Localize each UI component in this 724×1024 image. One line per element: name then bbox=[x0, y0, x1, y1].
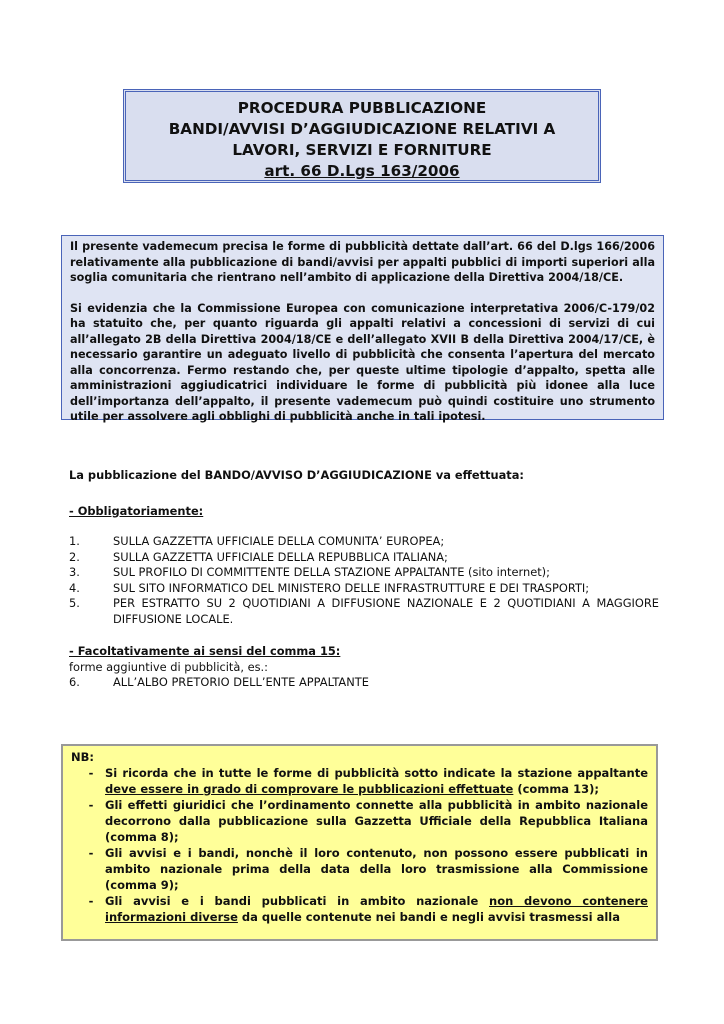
title-box bbox=[123, 89, 601, 183]
title-line-2: BANDI/AVVISI D’AGGIUDICAZIONE RELATIVI A bbox=[168, 120, 556, 138]
list-item: - Si ricorda che in tutte le forme di pubblicità sotto indicate la stazione appaltante deve essere in grado di comprovare le pubblicazioni effettuate (comma 13); bbox=[88, 766, 648, 796]
optional-heading: - Facoltativamente ai sensi del comma 15: bbox=[69, 644, 341, 658]
list-item: 4. SUL SITO INFORMATICO DEL MINISTERO DELLE INFRASTRUTTURE E DEI TRASPORTI; bbox=[69, 580, 590, 595]
nb-title: NB: bbox=[71, 750, 94, 764]
mandatory-list bbox=[69, 534, 659, 627]
intro-box bbox=[61, 235, 664, 423]
optional-list bbox=[69, 675, 659, 691]
title-law-reference: art. 66 D.Lgs 163/2006 bbox=[264, 162, 460, 180]
list-item: 2. SULLA GAZZETTA UFFICIALE DELLA REPUBBLICA ITALIANA; bbox=[69, 549, 448, 564]
nb-box bbox=[61, 744, 658, 941]
list-item: 1. SULLA GAZZETTA UFFICIALE DELLA COMUNITA’ EUROPEA; bbox=[69, 534, 445, 548]
list-item: - Gli avvisi e i bandi, nonchè il loro contenuto, non possono essere pubblicati in ambito nazionale prima della data della loro trasmissione alla Commissione (comma 9); bbox=[88, 846, 648, 892]
nb-list bbox=[71, 765, 648, 925]
list-item: 5. PER ESTRATTO SU 2 QUOTIDIANI A DIFFUSIONE NAZIONALE E 2 QUOTIDIANI A MAGGIORE DIFFUSIONE LOCALE. bbox=[69, 596, 659, 626]
list-item: 3. SUL PROFILO DI COMMITTENTE DELLA STAZIONE APPALTANTE (sito internet); bbox=[69, 565, 550, 579]
title-line-3: LAVORI, SERVIZI E FORNITURE bbox=[232, 141, 492, 159]
intro-paragraph-1: Il presente vademecum precisa le forme di pubblicità dettate dall’art. 66 del D.lgs 166/2006 relativamente alla pubblicazione di bandi/avvisi per appalti pubblici di importi superiori alla soglia comunitaria che rientrano nell’ambito di applicazione della Direttiva 2004/18/CE. bbox=[70, 240, 655, 284]
mandatory-heading: - Obbligatoriamente: bbox=[69, 503, 204, 518]
list-item: - Gli effetti giuridici che l’ordinamento connette alla pubblicità in ambito nazionale decorrono dalla pubblicazione sulla Gazzetta Ufficiale della Repubblica Italiana (comma 8); bbox=[88, 798, 648, 844]
title-line-1: PROCEDURA PUBBLICAZIONE bbox=[237, 99, 487, 117]
list-item: 6. ALL’ALBO PRETORIO DELL’ENTE APPALTANTE bbox=[69, 675, 369, 689]
optional-note: forme aggiuntive di pubblicità, es.: bbox=[69, 659, 269, 674]
main-content bbox=[69, 468, 659, 691]
intro-paragraph-2: Si evidenzia che la Commissione Europea con comunicazione interpretativa 2006/C-179/02 ha statuito che, per quanto riguarda gli appalti relativi a concessioni di servizi di cui all’allegato 2B della Direttiva 2004/18/CE e dell’allegato XVII B della Direttiva 2004/17/CE, è necessario garantire un adeguato livello di pubblicità che consenta l’apertura del mercato alla concorrenza. Fermo restando che, per queste ultime tipologie d’appalto, spetta alle amministrazioni aggiudicatrici individuare le forme di pubblicità più idonee alla luce dell’importanza dell’appalto, il presente vademecum può quindi costituire uno strumento utile per assolvere agli obblighi di pubblicità anche in tali ipotesi. bbox=[70, 301, 655, 423]
main-lead: La pubblicazione del BANDO/AVVISO D’AGGIUDICAZIONE va effettuata: bbox=[69, 468, 524, 482]
list-item: - Gli avvisi e i bandi pubblicati in ambito nazionale non devono contenere informazioni diverse da quelle contenute nei bandi e negli avvisi trasmessi alla bbox=[88, 894, 648, 924]
